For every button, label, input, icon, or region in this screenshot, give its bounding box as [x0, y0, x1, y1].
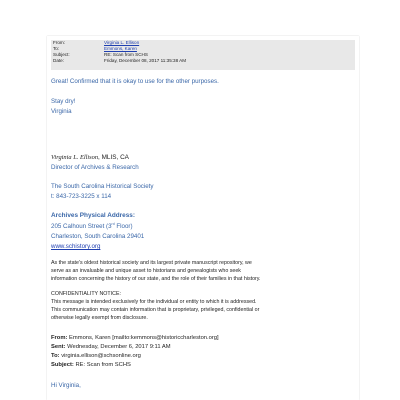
signature-phone: t: 843-723-3225 x 114 — [51, 193, 112, 200]
quoted-subject-value: RE: Scan from SCHS — [73, 362, 131, 368]
website-link[interactable]: www.schistory.org — [51, 243, 101, 250]
quoted-sent-label: Sent: — [51, 344, 66, 350]
confidentiality-heading: CONFIDENTIALITY NOTICE: — [51, 291, 121, 297]
header-from-value[interactable]: Virginia L. Ellison — [104, 40, 140, 45]
mission-line-1: As the state's oldest historical society and its largest private manuscript repository, we — [51, 260, 252, 266]
quoted-from-label: From: — [51, 335, 68, 341]
body-greeting: Great! Confirmed that it is okay to use for the other purposes. — [51, 78, 219, 85]
address-line-1-prefix: 205 Calhoun Street (3 — [51, 223, 112, 230]
address-heading: Archives Physical Address: — [51, 212, 135, 219]
signature-org: The South Carolina Historical Society — [51, 183, 154, 190]
address-line-1-suffix: Floor) — [114, 223, 133, 230]
header-date-label: Date: — [53, 58, 64, 63]
quoted-subject-label: Subject: — [51, 362, 74, 368]
quoted-to-label: To: — [51, 353, 60, 359]
confidentiality-line-2: This communication may contain information that is proprietary, privileged, confidential or — [51, 307, 260, 313]
quoted-from-line — [51, 335, 219, 341]
mission-line-2: serve as an invaluable and unique asset to historians and genealogists who seek — [51, 268, 241, 274]
body-signoff-2: Virginia — [51, 108, 72, 115]
signature-name: Virginia L. Ellison — [51, 154, 99, 161]
signature-title: Director of Archives & Research — [51, 164, 139, 171]
quoted-to-line — [51, 353, 141, 359]
header-to-value[interactable]: Emmons, Karen — [104, 46, 137, 51]
header-date-value: Friday, December 08, 2017 11:35:38 AM — [104, 58, 187, 63]
quoted-greeting: Hi Virginia, — [51, 382, 81, 389]
quoted-sent-value: Wednesday, December 6, 2017 9:11 AM — [65, 344, 171, 350]
document-page — [47, 36, 359, 400]
header-subject-value: RE: Scan from SCHS — [104, 52, 148, 57]
address-line-1-sup: rd — [111, 221, 115, 226]
mission-line-3: information concerning the history of our state, and the role of their families in that history. — [51, 276, 261, 282]
confidentiality-line-1: This message is intended exclusively for the individual or entity to which it is addressed. — [51, 299, 257, 305]
address-line-1 — [51, 223, 133, 230]
header-to-label: To: — [53, 46, 60, 51]
email-header — [51, 40, 355, 70]
quoted-from-value: Emmons, Karen [mailto:kemmons@historiccharleston.org] — [67, 335, 219, 341]
confidentiality-line-3: otherwise legally exempt from disclosure. — [51, 315, 148, 321]
signature-credentials: , MLIS, CA — [98, 154, 129, 161]
quoted-sent-line — [51, 344, 171, 350]
quoted-subject-line — [51, 362, 131, 368]
signature-name-line — [51, 154, 129, 161]
quoted-to-value: virginia.ellison@schsonline.org — [59, 353, 141, 359]
body-signoff-1: Stay dry! — [51, 98, 76, 105]
header-from-label: From: — [53, 40, 65, 45]
header-subject-label: Subject: — [53, 52, 70, 57]
address-line-2: Charleston, South Carolina 29401 — [51, 233, 145, 240]
